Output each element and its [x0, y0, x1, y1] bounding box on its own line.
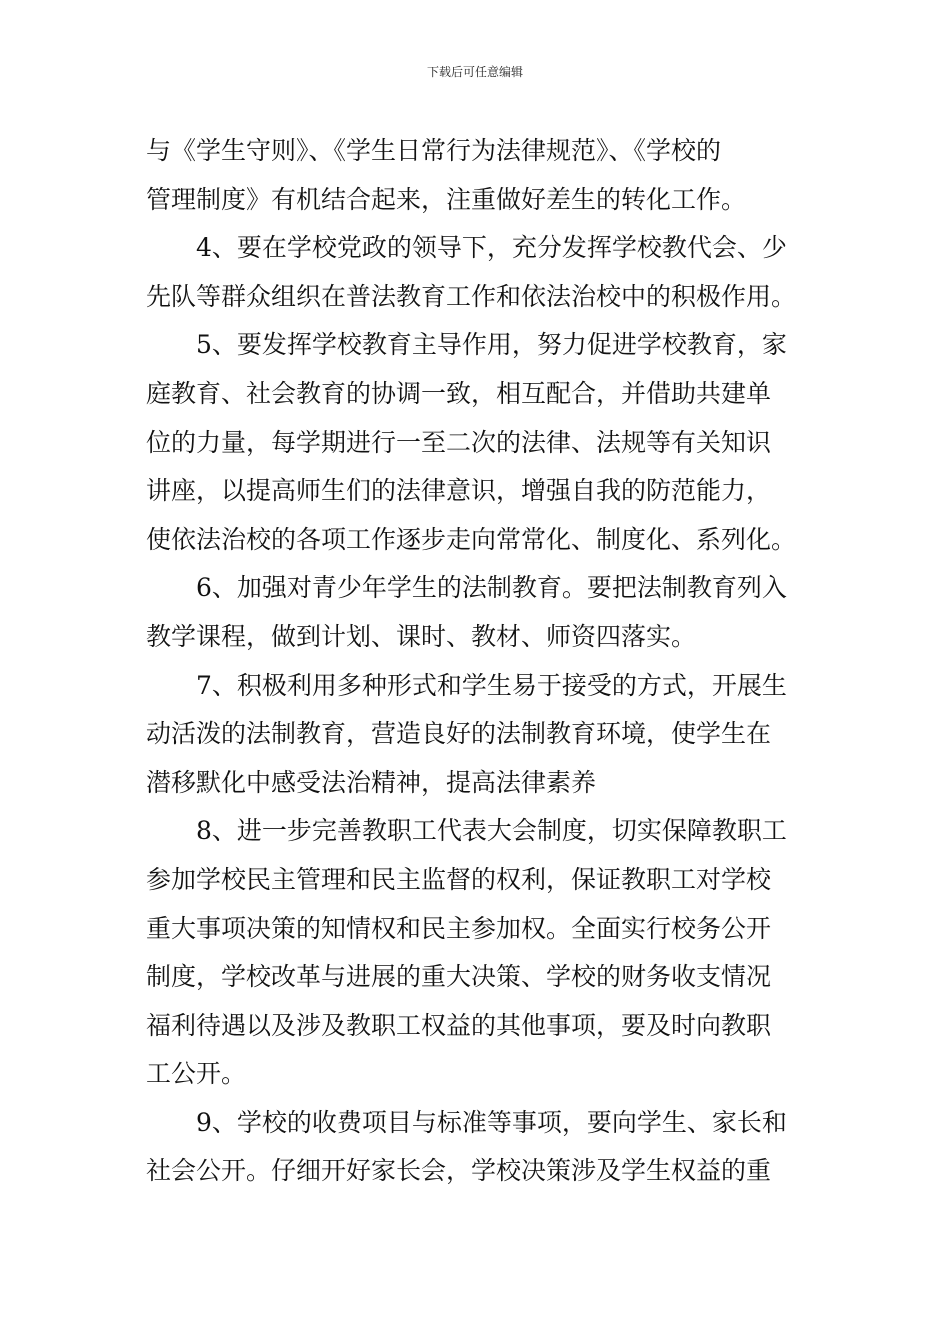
document-body [146, 127, 806, 1196]
text-line: 教学课程，做到计划、课时、教材、师资四落实。 [146, 621, 697, 651]
paragraph-8-first-line: 8、进一步完善教职工代表大会制度，切实保障教职工 [196, 816, 787, 846]
text-line: 工公开。 [146, 1059, 247, 1089]
paragraph-9-first-line: 9、学校的收费项目与标准等事项，要向学生、家长和 [196, 1107, 787, 1137]
text-line: 参加学校民主管理和民主监督的权利，保证教职工对学校 [146, 864, 772, 894]
text-line: 使依法治校的各项工作逐步走向常常化、制度化、系列化。 [146, 524, 797, 554]
paragraph-4-first-line: 4、要在学校党政的领导下，充分发挥学校教代会、少 [196, 233, 787, 263]
text-line: 动活泼的法制教育，营造良好的法制教育环境，使学生在 [146, 719, 772, 749]
text-line: 讲座，以提高师生们的法律意识，增强自我的防范能力， [146, 476, 772, 506]
text-line: 与《学生守则》、《学生日常行为法律规范》、《学校的 [146, 136, 722, 165]
page-header: 下载后可任意编辑 [426, 65, 523, 79]
text-line: 庭教育、社会教育的协调一致，相互配合，并借助共建单 [146, 378, 772, 408]
text-line: 先队等群众组织在普法教育工作和依法治校中的积极作用。 [146, 281, 797, 311]
paragraph-5-first-line: 5、要发挥学校教育主导作用，努力促进学校教育，家 [196, 330, 787, 360]
text-line: 福利待遇以及涉及教职工权益的其他事项，要及时向教职 [146, 1010, 772, 1040]
text-line: 重大事项决策的知情权和民主参加权。全面实行校务公开 [146, 913, 772, 943]
paragraph-6-first-line: 6、加强对青少年学生的法制教育。要把法制教育列入 [196, 573, 787, 603]
text-line: 制度，学校改革与进展的重大决策、学校的财务收支情况 [146, 962, 772, 992]
text-line: 潜移默化中感受法治精神，提高法律素养 [146, 767, 597, 797]
text-line: 位的力量，每学期进行一至二次的法律、法规等有关知识 [146, 427, 772, 457]
text-line: 社会公开。仔细开好家长会，学校决策涉及学生权益的重 [146, 1156, 772, 1186]
paragraph-7-first-line: 7、积极利用多种形式和学生易于接受的方式，开展生 [196, 670, 787, 700]
text-line: 管理制度》有机结合起来，注重做好差生的转化工作。 [146, 184, 747, 214]
